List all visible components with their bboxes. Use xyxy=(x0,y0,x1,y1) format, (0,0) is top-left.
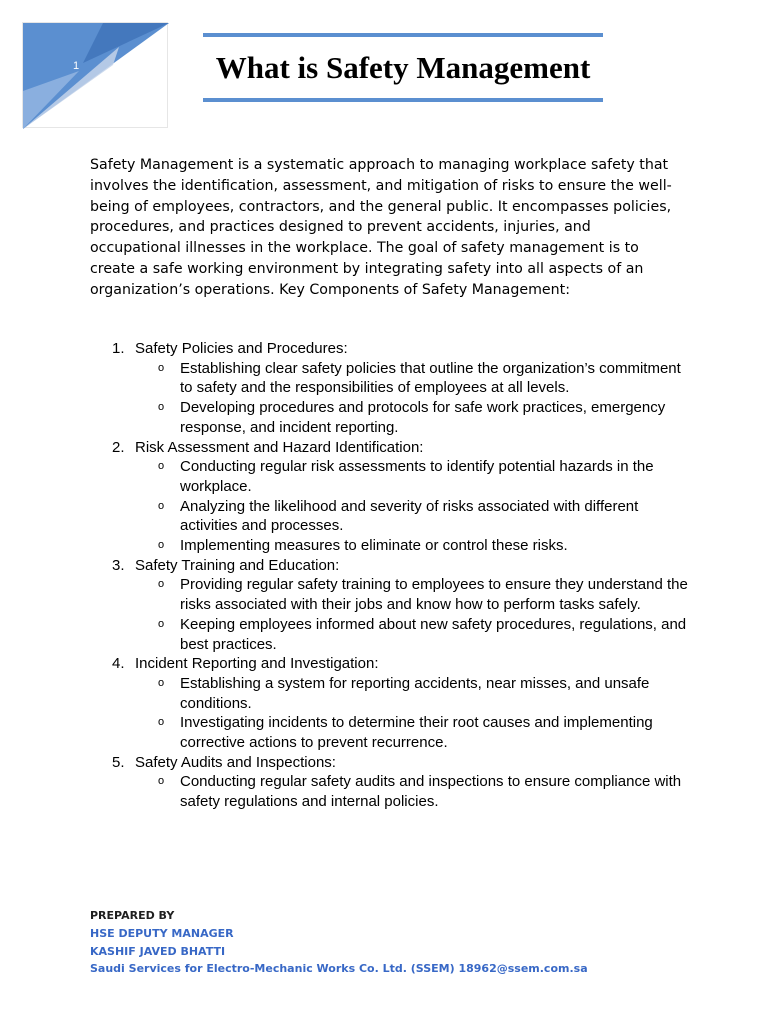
list-item-text: Establishing clear safety policies that outline the organization’s commitment to safety and the responsibilities of employees at all levels. xyxy=(180,359,681,397)
list-item-text: Conducting regular risk assessments to identify potential hazards in the workplace. xyxy=(180,458,654,495)
title-rule-bottom xyxy=(203,98,603,102)
bullet-circle-icon: o xyxy=(158,775,165,788)
section-number: 2. xyxy=(112,438,125,456)
section-heading xyxy=(112,753,692,773)
bullet-circle-icon: o xyxy=(158,676,165,689)
section-number: 5. xyxy=(112,753,125,771)
list-item-text: Conducting regular safety audits and inspections to ensure compliance with safety regulations and internal policies. xyxy=(180,773,682,811)
section-number: 3. xyxy=(112,556,125,574)
list-item-text: Developing procedures and protocols for safe work practices, emergency response, and incident reporting. xyxy=(180,399,666,436)
section-title: Safety Audits and Inspections: xyxy=(135,753,336,771)
section-heading xyxy=(112,438,692,458)
list-item xyxy=(112,497,692,536)
page-title: What is Safety Management xyxy=(215,50,591,85)
list-item-text: Investigating incidents to determine their root causes and implementing corrective actions to prevent recurrence. xyxy=(180,714,653,752)
section-title: Safety Training and Education: xyxy=(135,556,340,574)
footer-name: KASHIF JAVED BHATTI xyxy=(90,944,226,958)
section-heading xyxy=(112,654,692,674)
list-item-text: Establishing a system for reporting accidents, near misses, and unsafe conditions. xyxy=(180,674,650,712)
title-rule-top xyxy=(203,33,603,37)
bullet-circle-icon: o xyxy=(158,460,165,473)
section-heading xyxy=(112,556,692,576)
bullet-circle-icon: o xyxy=(158,361,165,374)
footer xyxy=(90,907,588,978)
list-item xyxy=(112,713,692,752)
list-item xyxy=(112,359,692,398)
section-title: Risk Assessment and Hazard Identification: xyxy=(135,438,424,456)
list-item-text: Implementing measures to eliminate or control these risks. xyxy=(180,537,568,555)
bullet-circle-icon: o xyxy=(158,617,165,630)
list-item-text: Analyzing the likelihood and severity of risks associated with different activities and processes. xyxy=(180,497,639,535)
section-number: 4. xyxy=(112,655,125,673)
intro-paragraph: Safety Management is a systematic approach to managing workplace safety that involves the identification, assessment, and mitigation of risks to ensure the well-being of employees, contractors, and the general public. It encompasses policies, procedures, and practices designed to prevent accidents, injuries, and occupational illnesses in the workplace. The goal of safety management is to create a safe working environment by integrating safety into all aspects of an organization’s operations. Key Components of Safety Management: xyxy=(90,157,672,298)
footer-prepared-by: PREPARED BY xyxy=(90,909,175,922)
bullet-circle-icon: o xyxy=(158,716,165,729)
section-title: Safety Policies and Procedures: xyxy=(135,340,348,357)
bullet-circle-icon: o xyxy=(158,578,165,591)
list-item xyxy=(112,615,692,654)
corner-graphic xyxy=(22,22,168,128)
list-item xyxy=(112,674,692,713)
list-item xyxy=(112,457,692,496)
list-item-text: Keeping employees informed about new safety procedures, regulations, and best practices. xyxy=(180,615,687,653)
bullet-circle-icon: o xyxy=(158,539,165,552)
corner-shapes xyxy=(23,23,169,129)
page-number: 1 xyxy=(73,60,80,72)
list-item xyxy=(112,536,692,556)
section-number: 1. xyxy=(112,340,125,357)
bullet-circle-icon: o xyxy=(158,401,165,414)
bullet-circle-icon: o xyxy=(158,499,165,512)
list-item xyxy=(112,575,692,614)
list-item-text: Providing regular safety training to employees to ensure they understand the risks associated with their jobs and know how to perform tasks safely. xyxy=(180,576,688,614)
section-heading xyxy=(112,339,692,359)
components-list xyxy=(112,339,692,812)
list-item xyxy=(112,398,692,437)
footer-company: Saudi Services for Electro-Mechanic Works Co. Ltd. (SSEM) 18962@ssem.com.sa xyxy=(90,962,588,976)
list-item xyxy=(112,772,692,811)
footer-role: HSE DEPUTY MANAGER xyxy=(90,926,234,940)
section-title: Incident Reporting and Investigation: xyxy=(135,655,379,673)
